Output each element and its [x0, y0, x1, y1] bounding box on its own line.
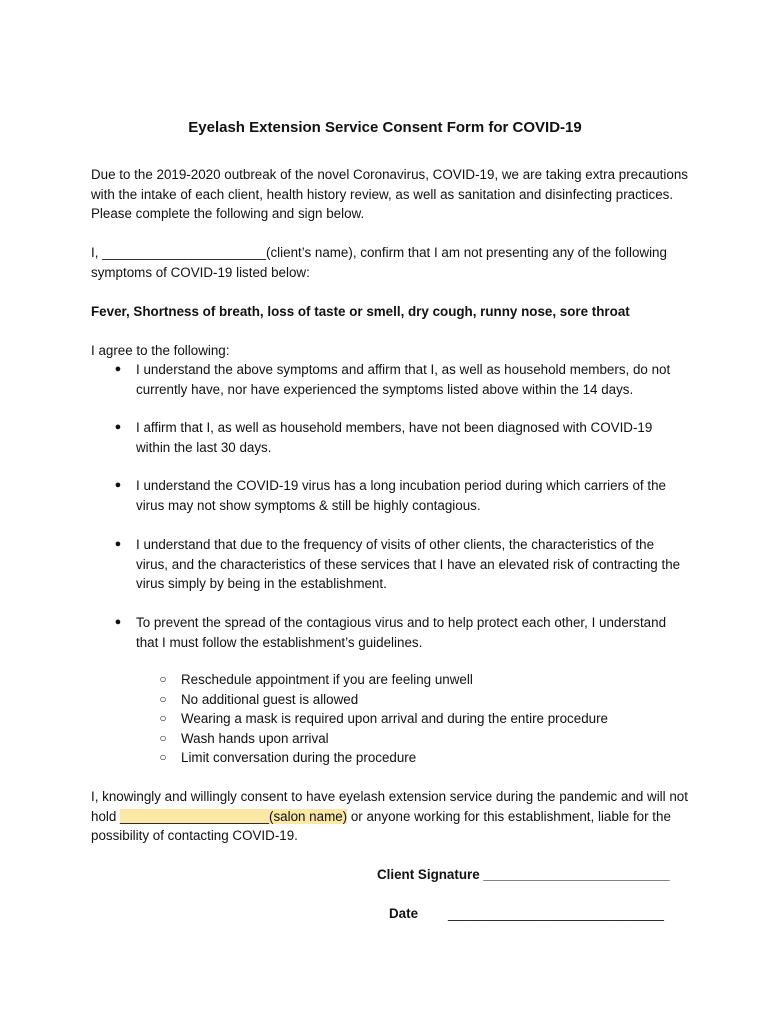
circle-bullet-icon: ○ [159, 692, 167, 706]
bullet-icon: ● [114, 363, 122, 375]
guideline-text: Wearing a mask is required upon arrival and during the entire procedure [181, 711, 609, 726]
bullet-icon: ● [114, 616, 122, 628]
agreement-item [114, 360, 681, 399]
circle-bullet-icon: ○ [159, 711, 167, 725]
guideline-item [159, 709, 681, 729]
guideline-text: No additional guest is allowed [181, 692, 359, 707]
confirm-suffix: (client’s name), confirm that I am not presenting any of the following symptoms of COVID-19 listed below: [91, 245, 667, 280]
guideline-item [159, 690, 681, 710]
circle-bullet-icon: ○ [159, 750, 167, 764]
signature-label: Client Signature [377, 867, 484, 882]
agreement-item [114, 418, 681, 457]
date-label: Date [389, 906, 419, 921]
consent-paragraph [91, 787, 691, 846]
consent-prefix: I, knowingly and willingly consent to have eyelash extension service during the pandemic and will not hold [91, 789, 688, 824]
confirm-prefix: I, [91, 245, 103, 260]
form-title: Eyelash Extension Service Consent Form for COVID-19 [188, 119, 582, 136]
salon-name-field[interactable]: ____________________(salon name) [120, 808, 348, 824]
bullet-icon: ● [114, 479, 122, 491]
bullet-icon: ● [114, 421, 122, 433]
bullet-icon: ● [114, 538, 122, 550]
circle-bullet-icon: ○ [159, 731, 167, 745]
guideline-text: Wash hands upon arrival [181, 731, 329, 746]
intro-paragraph: Due to the 2019-2020 outbreak of the novel Coronavirus, COVID-19, we are taking extra precautions with the intake of each client, health history review, as well as sanitation and disinfecting practices. Please complete the following and sign below. [91, 167, 688, 221]
agreement-text: I understand the above symptoms and affirm that I, as well as household members, do not currently have, nor have experienced the symptoms listed above within the 14 days. [136, 362, 671, 397]
client-name-field[interactable]: ______________________ [102, 245, 267, 260]
signature-field[interactable]: _________________________ [483, 867, 670, 882]
guideline-item [159, 729, 681, 749]
circle-bullet-icon: ○ [159, 672, 167, 686]
agree-heading: I agree to the following: [91, 343, 230, 358]
symptoms-list: Fever, Shortness of breath, loss of taste or smell, dry cough, runny nose, sore throat [91, 304, 630, 319]
agreement-text: I understand the COVID-19 virus has a long incubation period during which carriers of the virus may not show symptoms & still be highly contagious. [136, 478, 666, 513]
consent-suffix: or anyone working for this establishment, liable for the possibility of contacting COVID-19. [91, 808, 671, 843]
confirmation-paragraph [91, 243, 691, 282]
agreement-text: I understand that due to the frequency of visits of other clients, the characteristics of the virus, and the characteristics of these services that I have an elevated risk of contracting the virus simply by being in the establishment. [136, 537, 681, 591]
agreement-item [114, 535, 681, 594]
agreement-text: To prevent the spread of the contagious virus and to help protect each other, I understand that I must follow the establishment’s guidelines. [136, 615, 667, 650]
agreement-item [114, 476, 681, 515]
agreement-item [114, 613, 681, 652]
guideline-text: Reschedule appointment if you are feeling unwell [181, 672, 473, 687]
guideline-text: Limit conversation during the procedure [181, 750, 417, 765]
agreement-text: I affirm that I, as well as household members, have not been diagnosed with COVID-19 within the last 30 days. [136, 420, 653, 455]
guideline-item [159, 670, 681, 690]
date-field[interactable]: _____________________________ [448, 906, 664, 921]
guideline-item [159, 748, 681, 768]
client-signature-row [377, 865, 670, 885]
